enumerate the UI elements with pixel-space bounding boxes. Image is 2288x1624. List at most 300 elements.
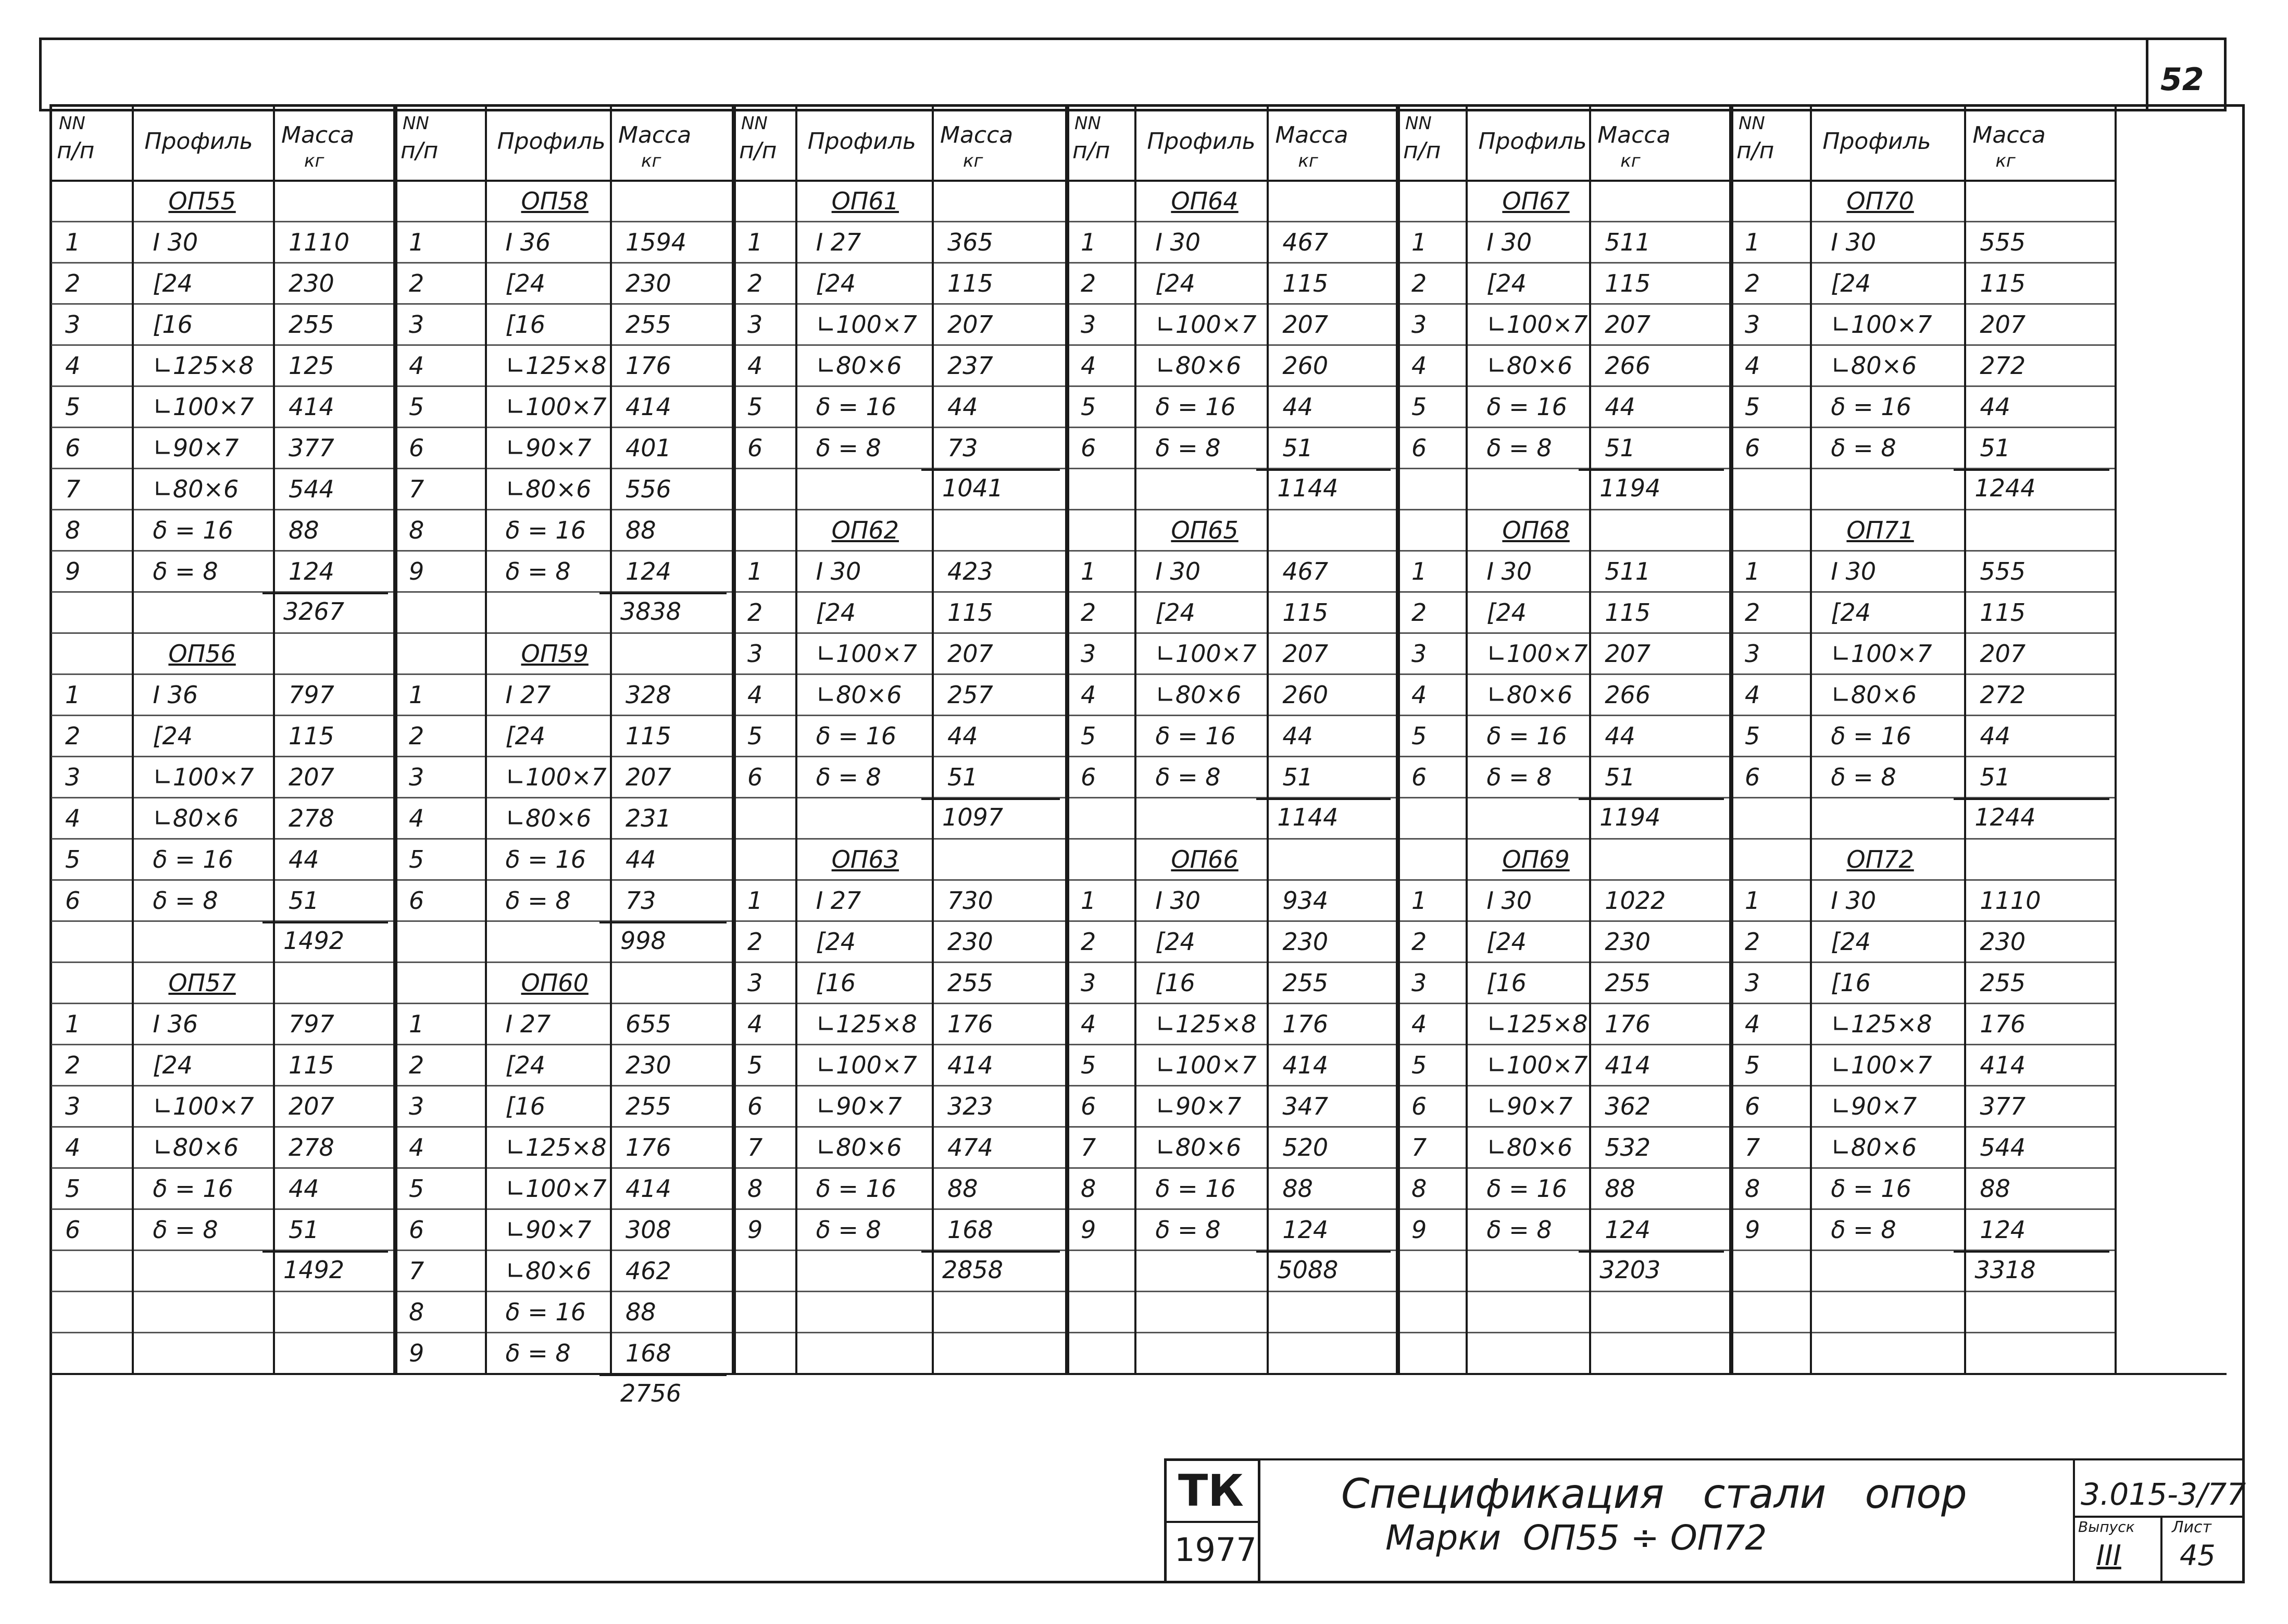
profile-cell: [24 xyxy=(1831,928,1871,956)
mass-cell: 51 xyxy=(1605,763,1635,791)
profile-cell: [16 xyxy=(505,1092,545,1120)
mass-cell: 88 xyxy=(289,516,319,544)
profile-cell: I 27 xyxy=(816,886,861,915)
row-number: 2 xyxy=(65,269,81,297)
profile-cell: δ = 16 xyxy=(816,393,897,421)
mass-cell: 207 xyxy=(289,1092,334,1120)
profile-cell: I 30 xyxy=(1155,228,1201,256)
mass-cell: 44 xyxy=(289,845,319,873)
profile-cell: [24 xyxy=(1486,269,1527,297)
mass-cell: 115 xyxy=(1980,269,2026,297)
total-rule xyxy=(1579,469,1724,471)
row-number: 7 xyxy=(747,1133,763,1161)
row-number: 1 xyxy=(747,886,763,915)
profile-cell: I 30 xyxy=(1831,886,1877,915)
support-mark: ОП56 xyxy=(168,640,236,668)
row-line xyxy=(49,961,2115,963)
mass-cell: 230 xyxy=(626,269,671,297)
total-mass: 1144 xyxy=(1277,474,1339,502)
profile-cell: ∟100×7 xyxy=(153,393,254,421)
row-number: 5 xyxy=(1081,1051,1096,1079)
sub-column-divider xyxy=(132,104,134,1373)
row-number: 6 xyxy=(1081,1092,1096,1120)
row-number: 3 xyxy=(1745,640,1760,668)
row-number: 1 xyxy=(65,228,81,256)
row-line xyxy=(49,262,2115,264)
profile-cell: ∟90×7 xyxy=(1831,1092,1917,1120)
mass-cell: 88 xyxy=(1605,1175,1635,1203)
mass-cell: 51 xyxy=(947,763,978,791)
mass-cell: 797 xyxy=(289,1010,334,1038)
mass-cell: 328 xyxy=(626,681,671,709)
row-line xyxy=(49,1085,2115,1086)
row-number: 4 xyxy=(1081,352,1096,380)
total-rule xyxy=(921,798,1060,800)
mass-cell: 260 xyxy=(1282,681,1329,709)
mass-cell: 88 xyxy=(626,1298,656,1326)
row-number: 3 xyxy=(1411,640,1427,668)
profile-cell: δ = 16 xyxy=(1486,393,1567,421)
mass-cell: 308 xyxy=(626,1216,671,1244)
row-number: 9 xyxy=(409,1339,424,1367)
total-rule xyxy=(262,921,388,923)
total-mass: 2858 xyxy=(942,1256,1004,1284)
mass-cell: 511 xyxy=(1605,228,1651,256)
profile-cell: ∟80×6 xyxy=(1486,352,1573,380)
total-rule xyxy=(262,592,388,594)
profile-cell: [24 xyxy=(1831,598,1871,627)
row-number: 3 xyxy=(409,763,424,791)
row-number: 2 xyxy=(409,269,424,297)
row-number: 6 xyxy=(409,886,424,915)
row-number: 6 xyxy=(409,1216,424,1244)
mass-cell: 237 xyxy=(947,352,993,380)
mass-cell: 176 xyxy=(626,352,671,380)
mass-cell: 323 xyxy=(947,1092,993,1120)
header-nn: NN xyxy=(741,113,768,134)
mass-cell: 44 xyxy=(289,1175,319,1203)
profile-cell: [24 xyxy=(505,722,545,750)
row-number: 5 xyxy=(1411,1051,1427,1079)
row-number: 6 xyxy=(65,886,81,915)
row-number: 5 xyxy=(409,1175,424,1203)
profile-cell: δ = 8 xyxy=(153,1216,218,1244)
support-mark: ОП69 xyxy=(1502,845,1570,873)
row-number: 2 xyxy=(1081,598,1096,627)
profile-cell: I 30 xyxy=(1155,886,1201,915)
profile-cell: [24 xyxy=(505,1051,545,1079)
row-number: 2 xyxy=(1411,598,1427,627)
sub-column-divider xyxy=(1134,104,1136,1373)
row-number: 7 xyxy=(409,1257,424,1285)
header-mass: Масса xyxy=(618,122,692,148)
row-number: 3 xyxy=(1411,310,1427,339)
row-number: 2 xyxy=(747,598,763,627)
mass-cell: 278 xyxy=(289,1133,334,1161)
mass-cell: 125 xyxy=(289,352,334,380)
row-number: 2 xyxy=(1745,928,1760,956)
header-bottom-line xyxy=(49,180,2115,182)
profile-cell: [24 xyxy=(1155,598,1195,627)
total-rule xyxy=(1256,469,1391,471)
total-mass: 1244 xyxy=(1974,803,2036,831)
mass-cell: 88 xyxy=(626,516,656,544)
mass-cell: 51 xyxy=(1282,763,1313,791)
support-mark: ОП68 xyxy=(1502,516,1570,544)
row-number: 5 xyxy=(747,722,763,750)
profile-cell: δ = 8 xyxy=(816,434,881,462)
mass-cell: 255 xyxy=(947,969,993,997)
total-rule xyxy=(1579,798,1724,800)
row-number: 2 xyxy=(65,1051,81,1079)
support-mark: ОП70 xyxy=(1846,187,1914,215)
mass-cell: 655 xyxy=(626,1010,671,1038)
sub-column-divider xyxy=(1810,104,1812,1373)
support-mark: ОП65 xyxy=(1171,516,1239,544)
column-divider xyxy=(393,104,397,1373)
profile-cell: δ = 16 xyxy=(505,516,586,544)
row-number: 3 xyxy=(1081,640,1096,668)
row-number: 6 xyxy=(1745,763,1760,791)
header-unit: кг xyxy=(304,151,324,171)
row-number: 1 xyxy=(747,557,763,585)
row-number: 3 xyxy=(1081,969,1096,997)
total-mass: 2756 xyxy=(620,1379,682,1407)
row-number: 1 xyxy=(1411,228,1427,256)
row-number: 2 xyxy=(747,928,763,956)
header-nn: NN xyxy=(1405,113,1432,134)
mass-cell: 115 xyxy=(1605,269,1651,297)
profile-cell: ∟100×7 xyxy=(1831,640,1932,668)
row-number: 4 xyxy=(747,352,763,380)
column-divider xyxy=(732,104,736,1373)
mass-cell: 414 xyxy=(1282,1051,1329,1079)
header-unit: кг xyxy=(641,151,661,171)
profile-cell: δ = 16 xyxy=(1831,1175,1911,1203)
total-mass: 3838 xyxy=(620,597,682,626)
header-nn: NN xyxy=(1074,113,1101,134)
row-number: 4 xyxy=(1411,1010,1427,1038)
profile-cell: I 30 xyxy=(1486,886,1532,915)
row-number: 4 xyxy=(409,1133,424,1161)
mass-cell: 347 xyxy=(1282,1092,1329,1120)
mass-cell: 176 xyxy=(1282,1010,1329,1038)
mass-cell: 88 xyxy=(1980,1175,2010,1203)
row-line xyxy=(49,1291,2115,1292)
mass-cell: 555 xyxy=(1980,557,2026,585)
profile-cell: ∟90×7 xyxy=(1486,1092,1573,1120)
profile-cell: ∟100×7 xyxy=(1155,1051,1257,1079)
support-mark: ОП72 xyxy=(1846,845,1914,873)
profile-cell: δ = 16 xyxy=(1486,722,1567,750)
profile-cell: [24 xyxy=(1155,928,1195,956)
row-number: 5 xyxy=(747,1051,763,1079)
profile-cell: I 36 xyxy=(153,1010,198,1038)
mass-cell: 556 xyxy=(626,475,671,503)
mass-cell: 115 xyxy=(1605,598,1651,627)
profile-cell: δ = 16 xyxy=(505,845,586,873)
total-mass: 998 xyxy=(620,927,666,955)
profile-cell: δ = 16 xyxy=(505,1298,586,1326)
mass-cell: 1594 xyxy=(626,228,687,256)
profile-cell: δ = 8 xyxy=(153,886,218,915)
row-number: 6 xyxy=(1081,763,1096,791)
row-number: 1 xyxy=(1745,886,1760,915)
support-mark: ОП61 xyxy=(831,187,899,215)
row-line xyxy=(49,221,2115,222)
mass-cell: 555 xyxy=(1980,228,2026,256)
row-number: 5 xyxy=(65,393,81,421)
mass-cell: 51 xyxy=(289,886,319,915)
mass-cell: 44 xyxy=(1605,393,1635,421)
profile-cell: ∟90×7 xyxy=(505,1216,592,1244)
profile-cell: δ = 8 xyxy=(1831,434,1896,462)
profile-cell: δ = 8 xyxy=(816,763,881,791)
mass-cell: 207 xyxy=(1282,640,1329,668)
profile-cell: [16 xyxy=(816,969,856,997)
row-number: 2 xyxy=(1745,598,1760,627)
mass-cell: 423 xyxy=(947,557,993,585)
mass-cell: 255 xyxy=(1605,969,1651,997)
row-line xyxy=(49,838,2115,840)
row-number: 9 xyxy=(1081,1216,1096,1244)
mass-cell: 115 xyxy=(289,1051,334,1079)
profile-cell: ∟80×6 xyxy=(1831,681,1917,709)
mass-cell: 414 xyxy=(1605,1051,1651,1079)
mass-cell: 414 xyxy=(289,393,334,421)
profile-cell: ∟90×7 xyxy=(816,1092,902,1120)
profile-cell: [24 xyxy=(816,269,856,297)
profile-cell: δ = 16 xyxy=(153,516,233,544)
mass-cell: 230 xyxy=(626,1051,671,1079)
mass-cell: 255 xyxy=(1980,969,2026,997)
mass-cell: 365 xyxy=(947,228,993,256)
profile-cell: ∟100×7 xyxy=(153,1092,254,1120)
profile-cell: I 27 xyxy=(816,228,861,256)
row-number: 4 xyxy=(747,1010,763,1038)
total-mass: 1492 xyxy=(283,1256,345,1284)
row-number: 5 xyxy=(747,393,763,421)
column-divider xyxy=(1729,104,1733,1373)
header-unit: кг xyxy=(1620,151,1641,171)
profile-cell: ∟100×7 xyxy=(1486,640,1588,668)
row-line xyxy=(49,1208,2115,1210)
mass-cell: 124 xyxy=(1282,1216,1329,1244)
mass-cell: 401 xyxy=(626,434,671,462)
total-rule xyxy=(599,1374,727,1376)
mass-cell: 207 xyxy=(947,640,993,668)
row-number: 6 xyxy=(1745,434,1760,462)
row-number: 4 xyxy=(1081,1010,1096,1038)
mass-cell: 467 xyxy=(1282,557,1329,585)
profile-cell: ∟80×6 xyxy=(1155,681,1242,709)
mass-cell: 73 xyxy=(626,886,656,915)
row-number: 4 xyxy=(1745,681,1760,709)
profile-cell: δ = 16 xyxy=(153,1175,233,1203)
mass-cell: 272 xyxy=(1980,352,2026,380)
org-code: ТК xyxy=(1178,1465,1244,1516)
mass-cell: 51 xyxy=(1980,763,2010,791)
top-frame xyxy=(39,38,2227,111)
mass-cell: 176 xyxy=(1605,1010,1651,1038)
mass-cell: 44 xyxy=(947,393,978,421)
sub-column-divider xyxy=(932,104,934,1373)
mass-cell: 260 xyxy=(1282,352,1329,380)
profile-cell: ∟100×7 xyxy=(1155,640,1257,668)
profile-cell: ∟125×8 xyxy=(505,352,607,380)
row-number: 8 xyxy=(409,516,424,544)
profile-cell: δ = 16 xyxy=(1155,1175,1236,1203)
row-line xyxy=(49,509,2115,510)
mass-cell: 1110 xyxy=(289,228,350,256)
row-number: 2 xyxy=(1411,269,1427,297)
support-mark: ОП67 xyxy=(1502,187,1570,215)
profile-cell: ∟80×6 xyxy=(1155,352,1242,380)
profile-cell: [24 xyxy=(505,269,545,297)
mass-cell: 230 xyxy=(1282,928,1329,956)
profile-cell: ∟80×6 xyxy=(1155,1133,1242,1161)
header-unit: кг xyxy=(1298,151,1318,171)
profile-cell: ∟100×7 xyxy=(1486,1051,1588,1079)
column-divider xyxy=(1396,104,1400,1373)
profile-cell: I 30 xyxy=(816,557,861,585)
profile-cell: I 30 xyxy=(153,228,198,256)
total-mass: 5088 xyxy=(1277,1256,1339,1284)
header-profile: Профиль xyxy=(1147,128,1256,155)
mass-cell: 797 xyxy=(289,681,334,709)
profile-cell: δ = 16 xyxy=(1831,393,1911,421)
profile-cell: δ = 8 xyxy=(505,1339,571,1367)
profile-cell: [24 xyxy=(1155,269,1195,297)
header-mass: Масса xyxy=(940,122,1014,148)
header-profile: Профиль xyxy=(144,128,253,155)
row-number: 5 xyxy=(1745,393,1760,421)
row-number: 3 xyxy=(1411,969,1427,997)
column-divider xyxy=(2115,104,2117,1373)
mass-cell: 934 xyxy=(1282,886,1329,915)
total-rule xyxy=(1256,798,1391,800)
profile-cell: ∟80×6 xyxy=(816,681,902,709)
header-unit: кг xyxy=(1995,151,2016,171)
profile-cell: I 27 xyxy=(505,681,551,709)
profile-cell: δ = 8 xyxy=(1155,434,1221,462)
sub-column-divider xyxy=(1466,104,1468,1373)
profile-cell: δ = 16 xyxy=(1486,1175,1567,1203)
mass-cell: 362 xyxy=(1605,1092,1651,1120)
row-number: 7 xyxy=(65,475,81,503)
row-number: 1 xyxy=(409,1010,424,1038)
total-mass: 3318 xyxy=(1974,1256,2036,1284)
header-nn: NN xyxy=(403,113,429,134)
header-profile: Профиль xyxy=(1822,128,1931,155)
row-number: 1 xyxy=(409,228,424,256)
row-number: 4 xyxy=(1745,352,1760,380)
mass-cell: 207 xyxy=(1980,310,2026,339)
row-number: 6 xyxy=(1411,763,1427,791)
header-pp: п/п xyxy=(1072,138,1110,164)
mass-cell: 176 xyxy=(1980,1010,2026,1038)
row-number: 4 xyxy=(409,352,424,380)
row-line xyxy=(49,468,2115,469)
mass-cell: 255 xyxy=(289,310,334,339)
issue-number: III xyxy=(2096,1539,2121,1572)
row-number: 4 xyxy=(409,804,424,832)
mass-cell: 230 xyxy=(1980,928,2026,956)
profile-cell: ∟80×6 xyxy=(1486,681,1573,709)
header-mass: Масса xyxy=(1597,122,1671,148)
row-number: 4 xyxy=(1745,1010,1760,1038)
total-rule xyxy=(599,592,727,594)
row-line xyxy=(49,1126,2115,1128)
row-line xyxy=(49,673,2115,675)
page-number: 52 xyxy=(2160,61,2204,98)
mass-cell: 255 xyxy=(1282,969,1329,997)
row-line xyxy=(49,1332,2115,1333)
support-mark: ОП58 xyxy=(521,187,589,215)
total-rule xyxy=(262,1251,388,1253)
row-number: 8 xyxy=(1745,1175,1760,1203)
row-number: 4 xyxy=(65,352,81,380)
row-number: 4 xyxy=(1081,681,1096,709)
row-number: 9 xyxy=(65,557,81,585)
profile-cell: [24 xyxy=(1486,928,1527,956)
profile-cell: ∟100×7 xyxy=(816,640,917,668)
row-number: 1 xyxy=(1745,557,1760,585)
mass-cell: 207 xyxy=(1605,640,1651,668)
mass-cell: 255 xyxy=(626,1092,671,1120)
row-line xyxy=(49,1003,2115,1004)
row-number: 3 xyxy=(1745,969,1760,997)
row-number: 5 xyxy=(1081,393,1096,421)
mass-cell: 115 xyxy=(289,722,334,750)
profile-cell: δ = 16 xyxy=(816,722,897,750)
row-number: 8 xyxy=(747,1175,763,1203)
profile-cell: [16 xyxy=(505,310,545,339)
row-number: 4 xyxy=(1411,352,1427,380)
profile-cell: δ = 8 xyxy=(505,886,571,915)
profile-cell: ∟100×7 xyxy=(1155,310,1257,339)
mass-cell: 44 xyxy=(1980,722,2010,750)
row-number: 6 xyxy=(1745,1092,1760,1120)
mass-cell: 230 xyxy=(289,269,334,297)
row-line xyxy=(49,756,2115,757)
total-mass: 3267 xyxy=(283,597,345,626)
profile-cell: ∟80×6 xyxy=(1486,1133,1573,1161)
total-mass: 1244 xyxy=(1974,474,2036,502)
mass-cell: 414 xyxy=(947,1051,993,1079)
mass-cell: 44 xyxy=(1605,722,1635,750)
profile-cell: ∟80×6 xyxy=(816,352,902,380)
profile-cell: I 30 xyxy=(1486,557,1532,585)
document-subtitle: Марки ОП55 ÷ ОП72 xyxy=(1385,1518,1767,1558)
total-rule xyxy=(1579,1251,1724,1253)
row-line xyxy=(49,344,2115,346)
mass-cell: 377 xyxy=(289,434,334,462)
profile-cell: δ = 8 xyxy=(1831,1216,1896,1244)
total-rule xyxy=(1954,1251,2109,1253)
row-line xyxy=(49,1167,2115,1169)
sub-column-divider xyxy=(795,104,797,1373)
row-line xyxy=(49,550,2115,552)
mass-cell: 266 xyxy=(1605,352,1651,380)
support-mark: ОП57 xyxy=(168,969,236,997)
row-number: 1 xyxy=(1081,557,1096,585)
total-rule xyxy=(921,469,1060,471)
profile-cell: δ = 8 xyxy=(1486,1216,1552,1244)
row-line xyxy=(49,632,2115,634)
mass-cell: 207 xyxy=(1605,310,1651,339)
sub-column-divider xyxy=(1589,104,1591,1373)
